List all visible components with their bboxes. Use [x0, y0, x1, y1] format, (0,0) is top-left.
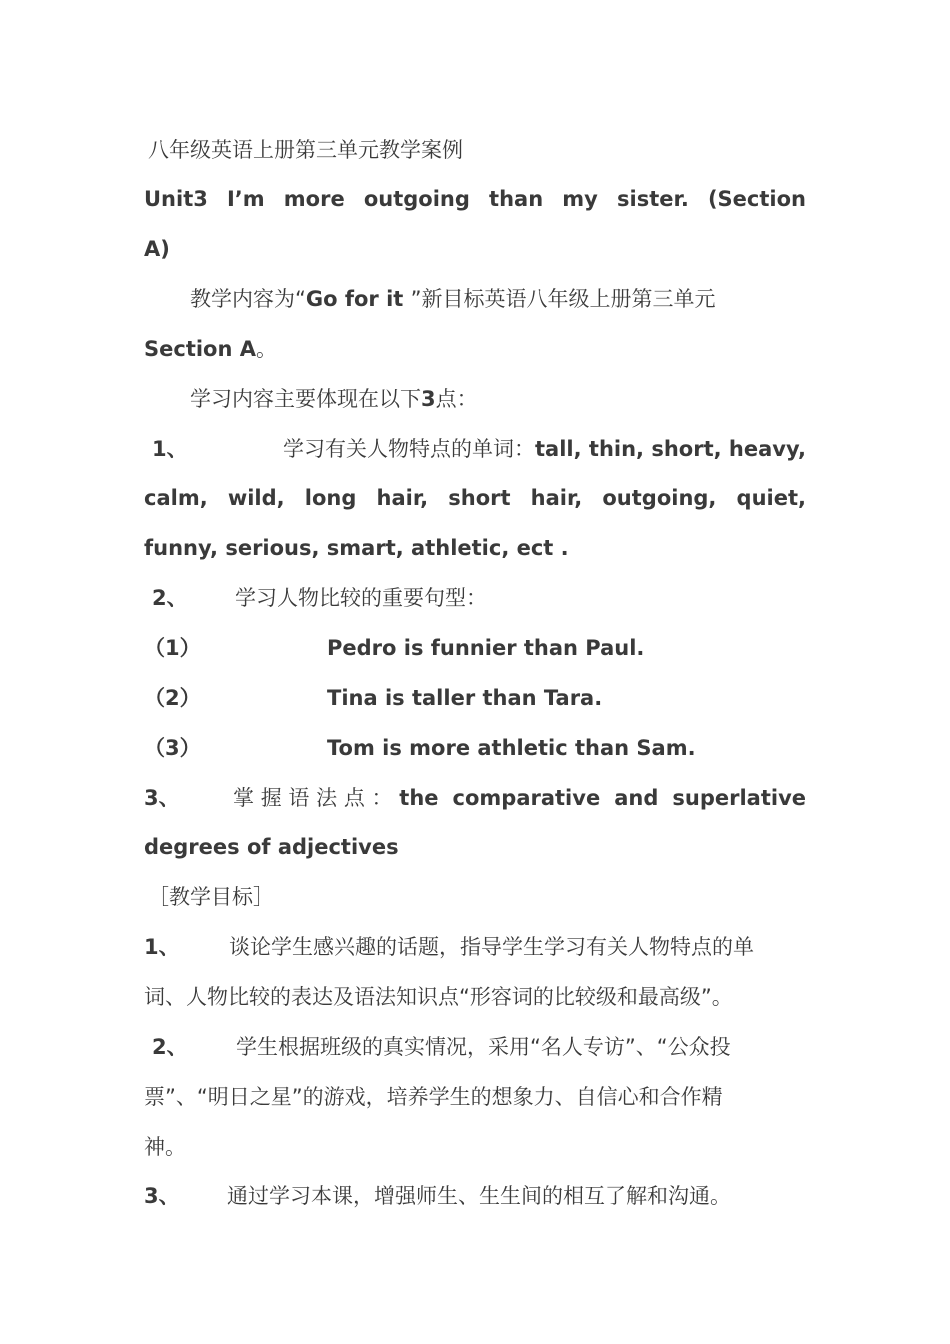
document-title: 八年级英语上册第三单元教学案例 [148, 138, 463, 162]
point1-words1: tall, thin, short, heavy, [535, 437, 806, 461]
point2-num: 2、 [152, 586, 188, 610]
intro-text-b: Go for it [305, 287, 411, 311]
point1-line2: calm, wild, long hair, short hair, outgoing, quiet, [144, 486, 806, 510]
goal3-text: 通过学习本课，增强师生、生生间的相互了解和沟通。 [227, 1184, 731, 1208]
points-count: 3 [421, 387, 436, 411]
points-intro-a: 学习内容主要体现在以下 [190, 387, 421, 411]
goal3-num: 3、 [144, 1184, 180, 1208]
intro-paragraph-line1 [190, 285, 806, 313]
sentence1-text: Pedro is funnier than Paul. [327, 636, 645, 660]
goal2-line1: 学生根据班级的真实情况，采用“名人专访”、“公众投 [236, 1035, 731, 1059]
intro-text-c: ”新目标英语八年级上册第三单元 [410, 287, 716, 311]
goal2-line3: 神。 [144, 1135, 186, 1159]
goal2-num: 2、 [152, 1035, 188, 1059]
unit-heading-line2: A) [144, 237, 170, 261]
point3-text: the comparative and superlative [399, 786, 807, 810]
goal1-num: 1、 [144, 935, 180, 959]
sentence3-num: （3） [144, 736, 201, 760]
point3-line1 [233, 784, 806, 812]
intro-period: 。 [256, 337, 277, 361]
point3-label: 掌握语法点： [233, 786, 400, 810]
intro-text-a: 教学内容为“ [190, 287, 306, 311]
goals-heading: ［教学目标］ [148, 885, 274, 909]
intro-paragraph-line2 [144, 335, 806, 363]
point1-line1 [238, 435, 806, 463]
unit-heading-line1: Unit3 I’m more outgoing than my sister. (Section [144, 187, 806, 211]
sentence2-num: （2） [144, 686, 201, 710]
goal2-line2: 票”、“明日之星”的游戏，培养学生的想象力、自信心和合作精 [144, 1085, 723, 1109]
points-intro [190, 385, 852, 413]
points-intro-c: 点： [435, 387, 478, 411]
point2-label: 学习人物比较的重要句型： [235, 586, 487, 610]
sentence2-text: Tina is taller than Tara. [327, 686, 603, 710]
goal1-line1: 谈论学生感兴趣的话题，指导学生学习有关人物特点的单 [229, 935, 754, 959]
intro-section: Section A [144, 337, 256, 361]
sentence3-text: Tom is more athletic than Sam. [327, 736, 696, 760]
point3-line2: degrees of adjectives [144, 835, 399, 859]
goal1-line2: 词、人物比较的表达及语法知识点“形容词的比较级和最高级”。 [144, 985, 733, 1009]
point1-line3: funny, serious, smart, athletic, ect . [144, 536, 569, 560]
point1-num: 1、 [152, 437, 188, 461]
point3-num: 3、 [144, 786, 180, 810]
sentence1-num: （1） [144, 636, 201, 660]
point1-label: 学习有关人物特点的单词： [283, 437, 536, 461]
